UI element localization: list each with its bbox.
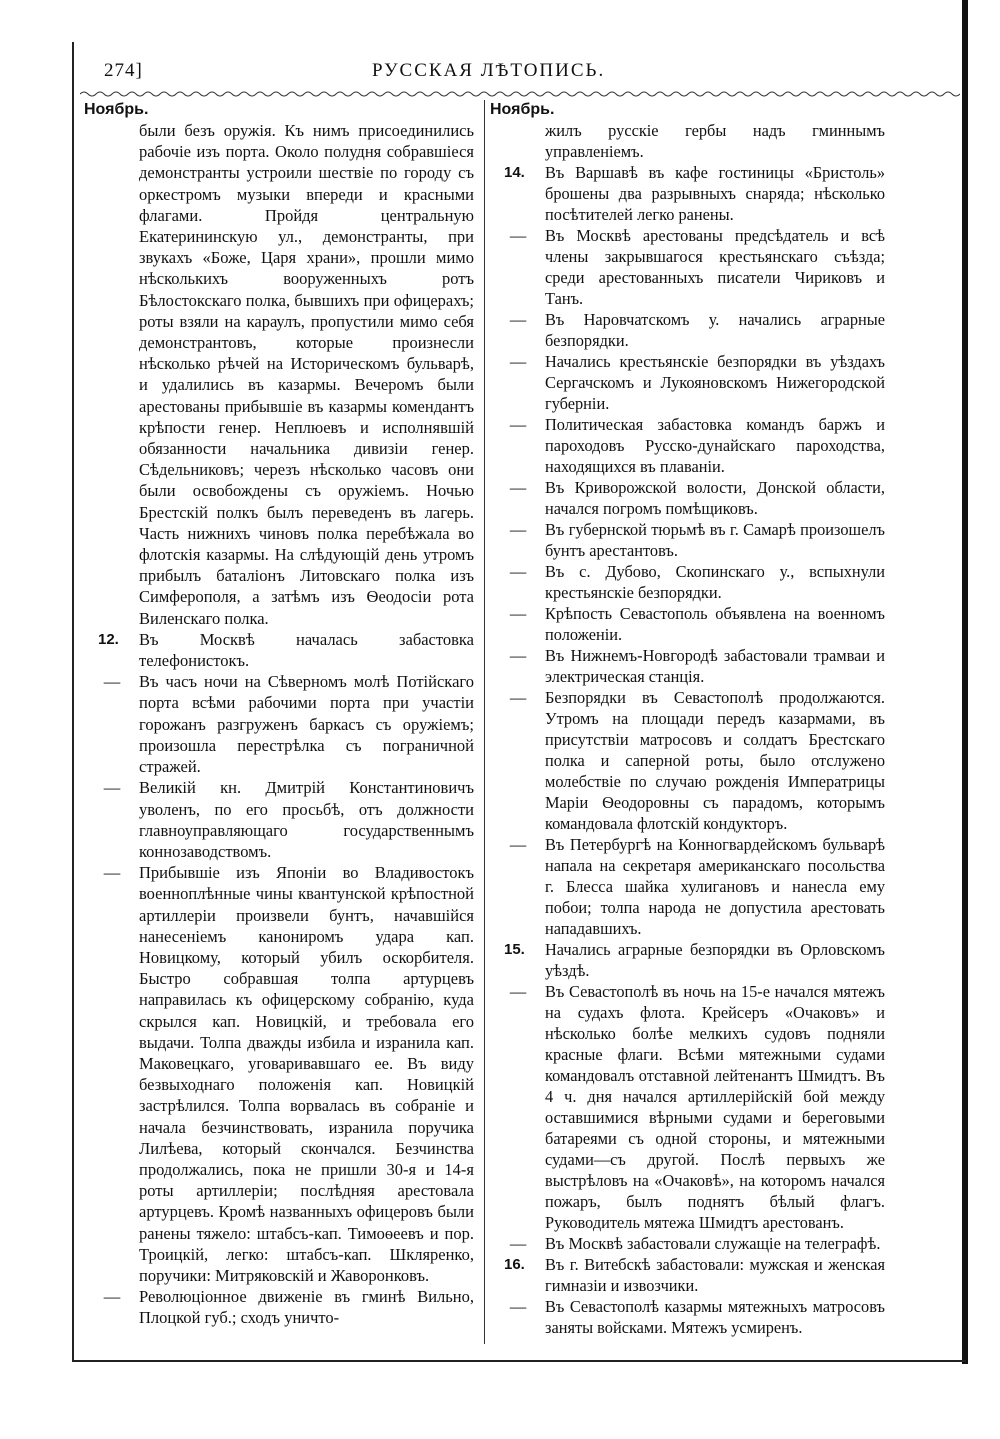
entry-text: были безъ оружія. Къ нимъ присоединились рабочіе изъ порта. Около полудня собравшіеся демонстранты устроили шествіе по городу съ оркестромъ музыки впереди и красными флагами. Пройдя центральную Екатерининскую ул., демонстранты, при звукахъ «Боже, Царя храни», прошли мимо нѣсколькихъ вооруженныхъ ротъ Бѣлостокскаго полка, бывшихъ при офицерахъ; роты взяли на караулъ, пропустили мимо себя демонстрантовъ, которые произнесли нѣсколько рѣчей на Историческомъ бульварѣ, и удалились въ казармы. Вечеромъ были арестованы прибывшіе въ казармы комендантъ крѣпости генер. Неплюевъ и исполнявшій обязанности начальника дивизіи генер. Сѣдельниковъ; черезъ нѣсколько часовъ они были освобождены съ оружіемъ. Ночью Брестскій полкъ былъ переведенъ въ лагерь. Часть нижнихъ чиновъ полка перебѣжала во флотскія казармы. На слѣдующій день утромъ прибылъ баталіонъ Литовскаго полка изъ Симферополя, а затѣмъ изъ Ѳеодосіи рота Виленскаго полка. xyxy=(139,121,474,628)
wavy-rule xyxy=(80,88,960,100)
entry-dash: — xyxy=(509,478,527,497)
entry-text: Крѣпость Севастополь объявлена на военномъ положеніи. xyxy=(545,604,885,644)
entry-text: Въ Нижнемъ-Новгородѣ забастовали трамваи и электрическая станція. xyxy=(545,646,885,686)
entry-text: Безпорядки въ Севастополѣ продолжаются. Утромъ на площади передъ казармами, въ присутствіи матросовъ и солдатъ Брестскаго полка и саперной роты, было отслужено молебствіе по случаю рожденія Императрицы Маріи Ѳеодоровны съ парадомъ, которымъ командовала флотскій кондукторъ. xyxy=(545,688,885,833)
chronicle-entry xyxy=(490,1233,885,1254)
entry-date: 15. xyxy=(504,941,525,958)
chronicle-entry xyxy=(490,519,885,561)
entry-text: Въ Наровчатскомъ у. начались аграрные безпорядки. xyxy=(545,310,885,350)
month-heading: Ноябрь. xyxy=(490,101,555,118)
entry-text: Въ Варшавѣ въ кафе гостиницы «Бристоль» брошены два разрывныхъ снаряда; нѣсколько посѣтителей легко ранены. xyxy=(545,163,885,224)
entries-list xyxy=(490,120,885,1338)
entry-dash: — xyxy=(509,604,527,623)
entry-text: Въ г. Витебскѣ забастовали: мужская и женская гимназіи и извозчики. xyxy=(545,1255,885,1295)
chronicle-entry xyxy=(490,414,885,477)
entry-dash: — xyxy=(509,562,527,581)
entry-text: Въ Севастополѣ въ ночь на 15-е начался мятежъ на судахъ флота. Крейсеръ «Очаковъ» и нѣсколько болѣе мелкихъ судовъ подняли красные флаги. Всѣми мятежными судами командовалъ отставной лейтенантъ Шмидтъ. Въ 4 ч. дня начался артиллерійскій бой между оставшимися вѣрными судами и береговыми батареями съ одной стороны, и мятежными судами—съ другой. Послѣ первыхъ же выстрѣловъ на «Очаковѣ», на которомъ начался пожаръ, былъ поднятъ бѣлый флагъ. Руководитель мятежа Шмидтъ арестованъ. xyxy=(545,982,885,1232)
chronicle-entry xyxy=(490,225,885,309)
entry-text: Въ губернской тюрьмѣ въ г. Самарѣ произошелъ бунтъ арестантовъ. xyxy=(545,520,885,560)
entry-dash: — xyxy=(509,226,527,245)
chronicle-entry xyxy=(490,1296,885,1338)
chronicle-entry xyxy=(490,687,885,834)
chronicle-entry xyxy=(490,162,885,225)
chronicle-entry xyxy=(84,671,474,777)
page-frame-bottom xyxy=(72,1360,966,1362)
page-frame-left xyxy=(72,42,74,1362)
entry-text: Въ Севастополѣ казармы мятежныхъ матросовъ заняты войсками. Мятежъ усмиренъ. xyxy=(545,1297,885,1337)
chronicle-entry xyxy=(84,120,474,629)
left-column xyxy=(84,100,474,1329)
chronicle-entry xyxy=(490,561,885,603)
page-number: 274] xyxy=(104,60,143,81)
entry-text: Въ Петербургѣ на Конногвардейскомъ бульварѣ напала на секретаря американскаго посольства г. Блесса шайка хулигановъ и нанесла ему побои; толпа народа не допустила арестовать нападавшихъ. xyxy=(545,835,885,938)
chronicle-entry xyxy=(490,939,885,981)
chronicle-entry xyxy=(84,1286,474,1328)
chronicle-entry xyxy=(490,309,885,351)
entry-text: жилъ русскіе гербы надъ гминнымъ управленіемъ. xyxy=(545,121,885,161)
entry-text: Въ часъ ночи на Сѣверномъ молѣ Потійскаго порта всѣми рабочими порта при участіи горожанъ разгруженъ баркасъ съ оружіемъ; произошла перестрѣлка съ пограничной стражей. xyxy=(139,672,474,777)
entry-dash: — xyxy=(509,835,527,854)
entry-dash: — xyxy=(509,982,527,1001)
entry-text: Великій кн. Дмитрій Константиновичъ уволенъ, по его просьбѣ, отъ должности главноуправляющаго государственнымъ коннозаводствомъ. xyxy=(139,778,474,861)
entry-dash: — xyxy=(509,646,527,665)
entry-dash: — xyxy=(103,672,121,692)
chronicle-entry xyxy=(490,1254,885,1296)
entry-text: Въ Криворожской волости, Донской области, начался погромъ помѣщиковъ. xyxy=(545,478,885,518)
right-column xyxy=(490,100,885,1338)
entry-text: Въ Москвѣ арестованы предсѣдатель и всѣ члены закрывшагося крестьянскаго съѣзда; среди арестованныхъ писатели Чириковъ и Танъ. xyxy=(545,226,885,308)
entry-dash: — xyxy=(509,1234,527,1253)
page-header xyxy=(104,60,944,90)
entry-dash: — xyxy=(509,1297,527,1316)
chronicle-entry xyxy=(490,477,885,519)
entry-dash: — xyxy=(509,310,527,329)
entry-text: Прибывшіе изъ Японіи во Владивостокъ военноплѣнные чины квантунской крѣпостной артиллеріи произвели бунтъ, начавшійся нанесеніемъ канониромъ удара кап. Новицкому, который убилъ оскорбителя. Быстро собравшая толпа артурцевъ направилась къ офицерскому собранію, куда скрылся кап. Новицкій, и требовала его выдачи. Толпа дважды избила и изранила кап. Маковецкаго, уговаривавшаго ее. Въ виду безвыходнаго положенія кап. Новицкій застрѣлился. Толпа ворвалась въ собраніе и начала безчинствовать, изранила поручика Лилѣева, который скончался. Безчинства продолжались, пока не пришли 30-я и 14-я роты артиллеріи; послѣдняя арестовала артурцевъ. Кромѣ названныхъ офицеровъ были ранены тяжело: штабсъ-кап. Тимоѳеевъ и пор. Троицкій, легко: штабсъ-кап. Шкляренко, поручики: Митряковскій и Жаворонковъ. xyxy=(139,863,474,1285)
entry-text: Политическая забастовка командъ баржъ и пароходовъ Русско-дунайскаго пароходства, находящихся въ плаваніи. xyxy=(545,415,885,476)
entry-dash: — xyxy=(509,352,527,371)
entry-dash: — xyxy=(103,778,121,798)
entry-date: 14. xyxy=(504,164,525,181)
month-heading: Ноябрь. xyxy=(84,101,149,118)
chronicle-entry xyxy=(490,834,885,939)
entry-dash: — xyxy=(509,520,527,539)
chronicle-entry xyxy=(84,777,474,862)
entry-text: Въ с. Дубово, Скопинскаго у., вспыхнули крестьянскіе безпорядки. xyxy=(545,562,885,602)
entry-dash: — xyxy=(103,1287,121,1307)
entry-text: Въ Москвѣ забастовали служащіе на телеграфѣ. xyxy=(545,1234,881,1253)
chronicle-entry xyxy=(490,981,885,1233)
entry-date: 16. xyxy=(504,1256,525,1273)
entry-text: Начались крестьянскіе безпорядки въ уѣздахъ Сергачскомъ и Лукояновскомъ Нижегородской губерніи. xyxy=(545,352,885,413)
chronicle-entry xyxy=(84,862,474,1286)
chronicle-entry xyxy=(490,351,885,414)
running-title: РУССКАЯ ЛѢТОПИСЬ. xyxy=(372,60,606,81)
entry-text: Въ Москвѣ началась забастовка телефонистокъ. xyxy=(139,629,474,671)
chronicle-entry xyxy=(490,120,885,162)
page-frame-right xyxy=(962,0,968,1364)
entry-dash: — xyxy=(103,863,121,883)
chronicle-entry xyxy=(84,629,474,671)
column-divider xyxy=(484,100,485,1344)
entry-dash: — xyxy=(509,415,527,434)
chronicle-entry xyxy=(490,603,885,645)
entry-text: Начались аграрные безпорядки въ Орловскомъ уѣздѣ. xyxy=(545,940,885,980)
entry-date: 12. xyxy=(98,630,119,648)
entry-dash: — xyxy=(509,688,527,707)
chronicle-entry xyxy=(490,645,885,687)
entry-text: Революціонное движеніе въ гминѣ Вильно, Плоцкой губ.; сходъ уничто- xyxy=(139,1287,474,1328)
entries-list xyxy=(84,120,474,1329)
